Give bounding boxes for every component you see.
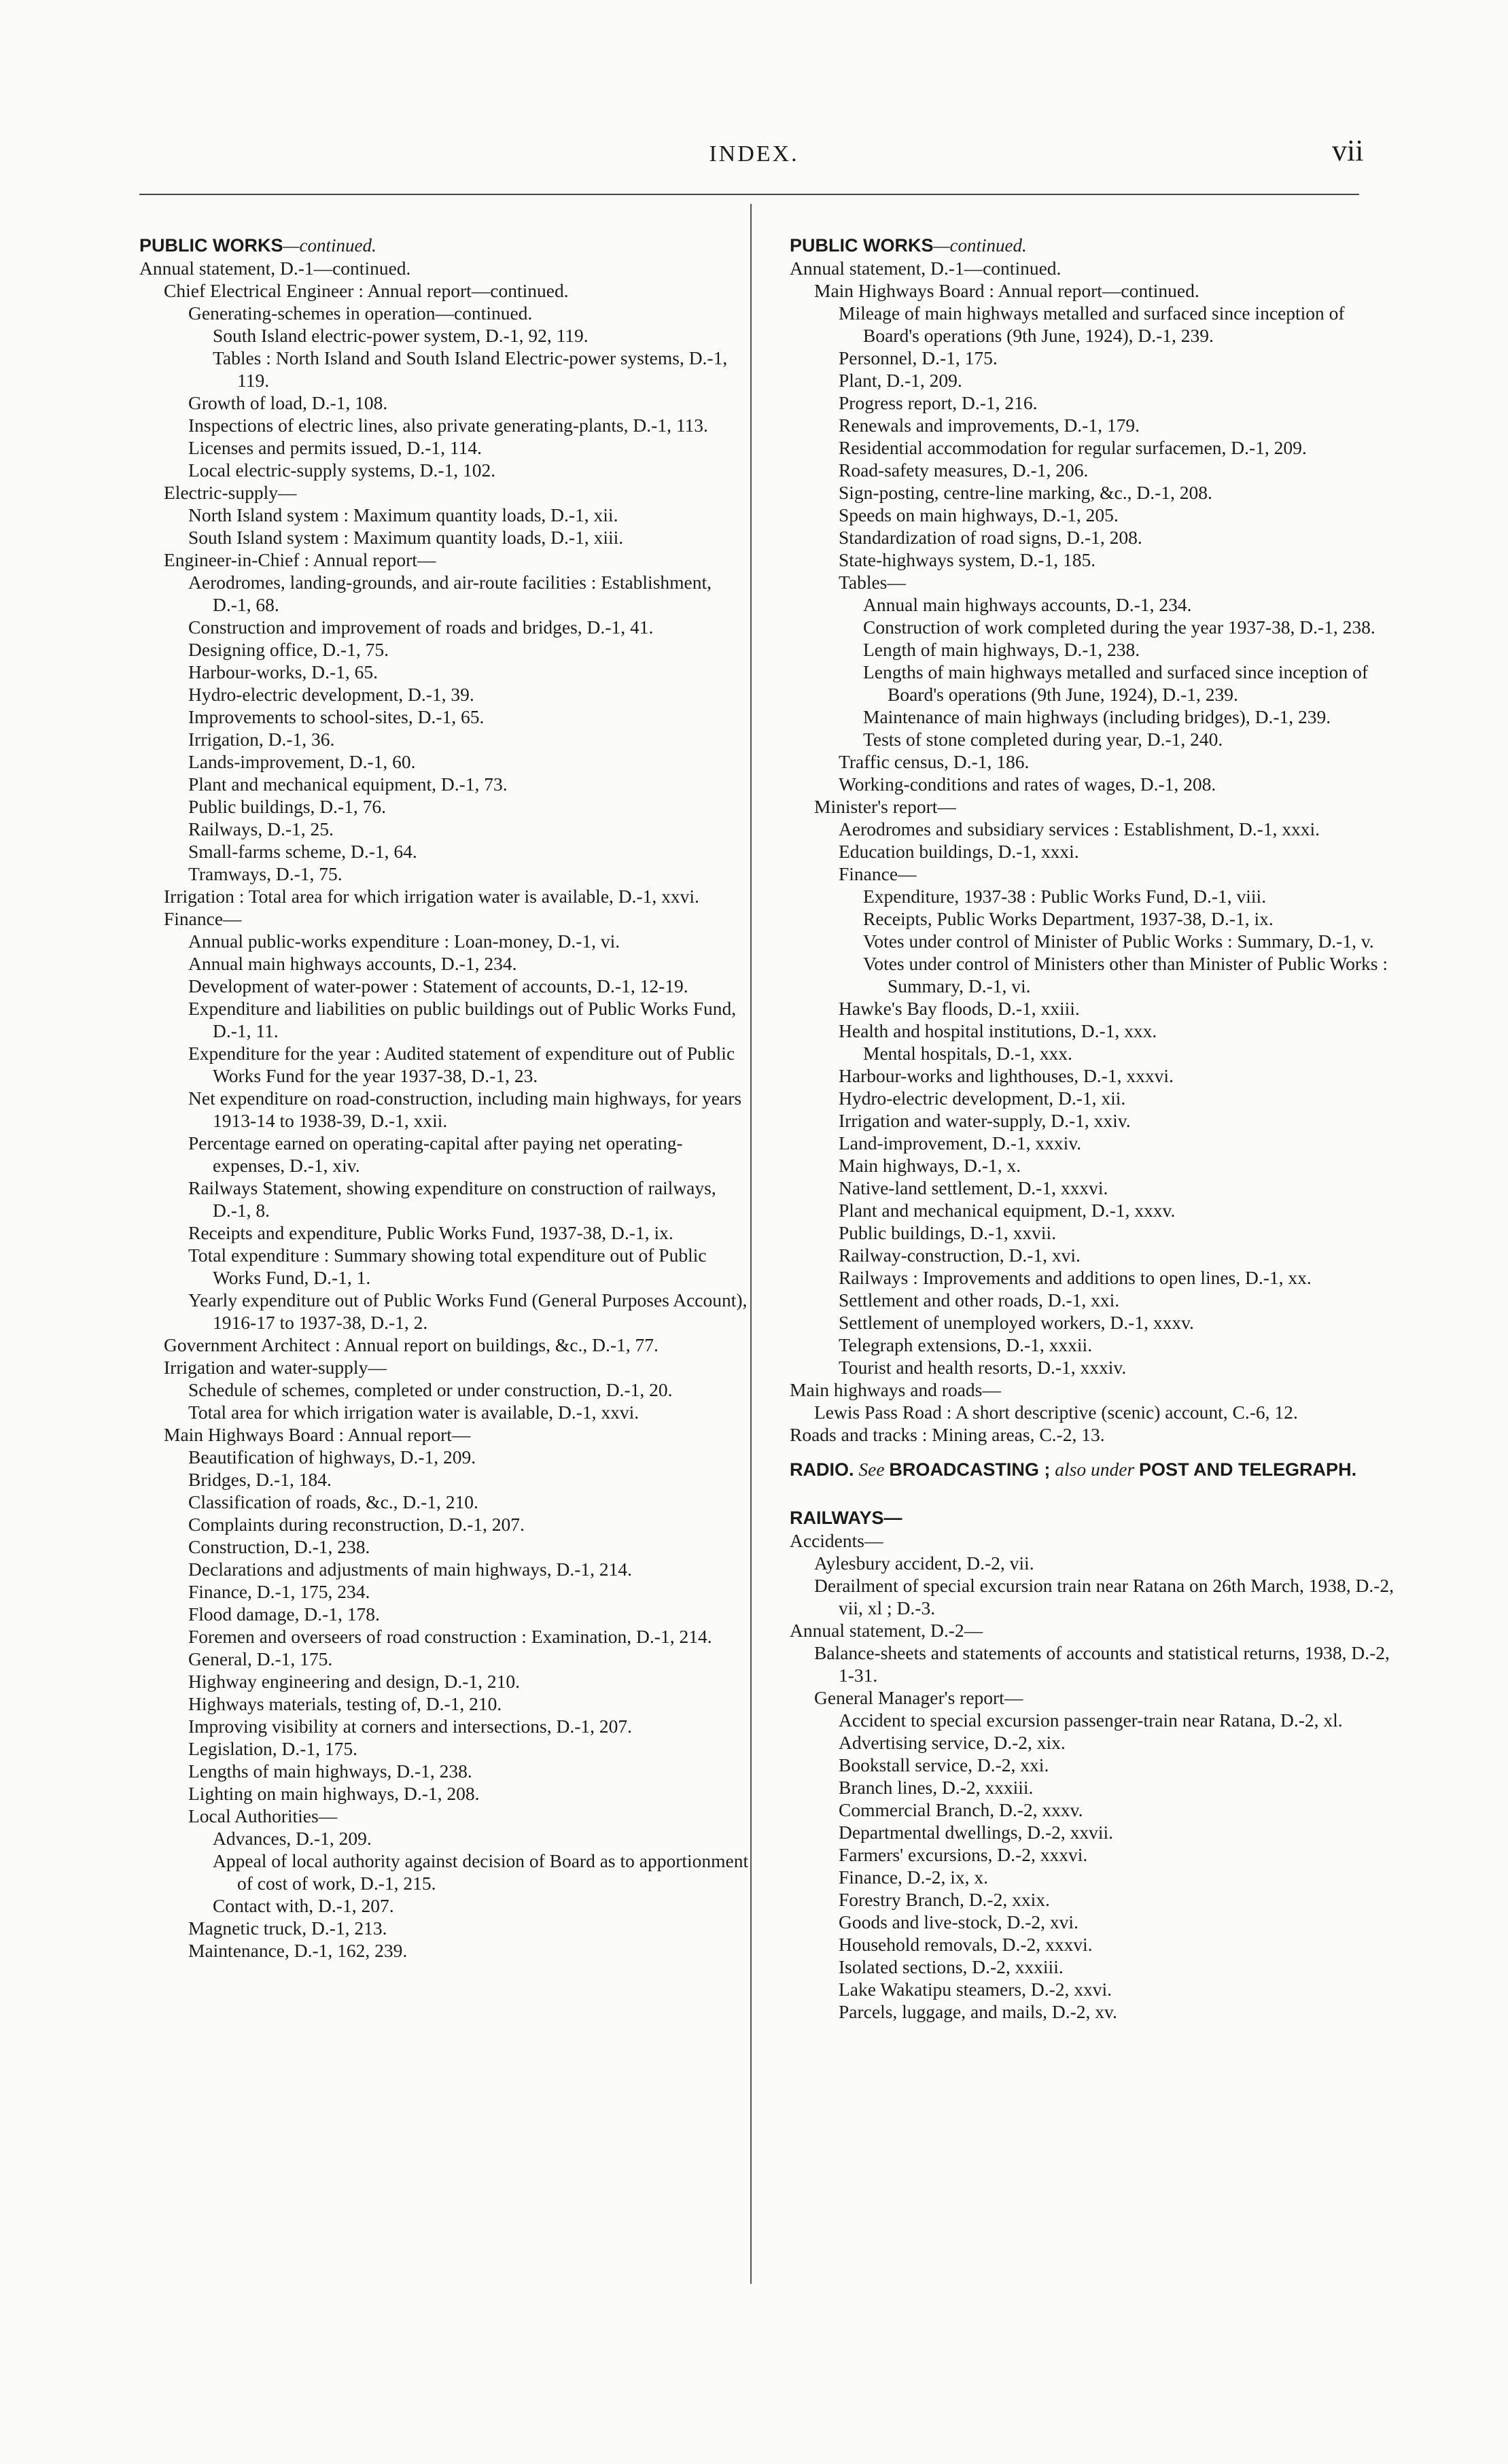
right-entry-list-public-works [790,257,1401,1446]
index-entry: Local electric-supply systems, D.-1, 102. [188,459,496,481]
index-entry: Renewals and improvements, D.-1, 179. [839,415,1140,436]
index-entry: Standardization of road signs, D.-1, 208. [839,527,1142,548]
index-entry: Railways, D.-1, 25. [188,818,334,839]
index-entry: Total expenditure : Summary showing total expenditure out of Public Works Fund, D.-1, 1. [188,1245,707,1288]
index-entry: Construction and improvement of roads and bridges, D.-1, 41. [188,617,654,638]
index-entry: Mileage of main highways metalled and surfaced since inception of Board's operations (9th June, 1924), D.-1, 239. [839,302,1345,346]
index-entry: Main highways, D.-1, x. [839,1155,1021,1176]
right-entry-list-railways [790,1529,1401,2023]
index-entry: Public buildings, D.-1, 76. [188,796,387,817]
index-entry: Lewis Pass Road : A short descriptive (scenic) account, C.-6, 12. [814,1402,1298,1423]
index-entry: Irrigation, D.-1, 36. [188,729,335,750]
index-entry: Derailment of special excursion train near Ratana on 26th March, 1938, D.-2, vii, xl ; D.-3. [814,1575,1394,1618]
index-entry: Railways Statement, showing expenditure on construction of railways, D.-1, 8. [188,1177,716,1221]
index-entry: Improving visibility at corners and intersections, D.-1, 207. [188,1716,633,1737]
index-entry: Branch lines, D.-2, xxxiii. [839,1777,1034,1798]
index-entry: Legislation, D.-1, 175. [188,1738,357,1759]
page-header-title: INDEX. [709,141,799,167]
index-entry: Appeal of local authority against decision of Board as to apportionment of cost of work, D.-1, 215. [213,1850,749,1894]
index-entry: Highways materials, testing of, D.-1, 210. [188,1693,502,1714]
radio-entry [790,1458,1401,1481]
index-entry: Beautification of highways, D.-1, 209. [188,1446,476,1468]
index-entry: Contact with, D.-1, 207. [213,1895,394,1916]
index-entry: Receipts, Public Works Department, 1937-38, D.-1, ix. [863,908,1274,929]
header-rule [139,194,1359,195]
index-entry: Lake Wakatipu steamers, D.-2, xxvi. [839,1979,1112,2000]
index-entry: Lengths of main highways, D.-1, 238. [188,1760,472,1782]
index-entry: Yearly expenditure out of Public Works Fund (General Purposes Account), 1916-17 to 1937-38, D.-1, 2. [188,1289,748,1333]
index-entry: Commercial Branch, D.-2, xxxv. [839,1799,1083,1820]
index-entry: Parcels, luggage, and mails, D.-2, xv. [839,2001,1117,2022]
heading-text: PUBLIC WORKS [139,235,283,256]
right-column [790,235,1401,2023]
index-entry: Telegraph extensions, D.-1, xxxii. [839,1334,1093,1355]
index-entry: Speeds on main highways, D.-1, 205. [839,504,1119,525]
index-entry: Classification of roads, &c., D.-1, 210. [188,1491,478,1512]
index-entry: Aerodromes, landing-grounds, and air-route facilities : Establishment, D.-1, 68. [188,572,712,615]
index-entry: Maintenance of main highways (including bridges), D.-1, 239. [863,706,1331,727]
index-entry: Aerodromes and subsidiary services : Establishment, D.-1, xxxi. [839,818,1320,839]
index-entry: Flood damage, D.-1, 178. [188,1603,380,1625]
index-entry: Finance, D.-2, ix, x. [839,1867,988,1888]
index-entry: Receipts and expenditure, Public Works Fund, 1937-38, D.-1, ix. [188,1222,673,1243]
index-entry: Railways : Improvements and additions to open lines, D.-1, xx. [839,1267,1312,1288]
index-entry: Personnel, D.-1, 175. [839,347,998,368]
section-heading-public-works [139,235,751,257]
index-entry: Generating-schemes in operation—continued. [188,302,533,324]
heading-suffix: —continued. [283,235,376,256]
index-entry: Residential accommodation for regular surfacemen, D.-1, 209. [839,437,1307,458]
index-entry: Government Architect : Annual report on buildings, &c., D.-1, 77. [164,1334,659,1355]
index-entry: Plant and mechanical equipment, D.-1, xxxv. [839,1200,1176,1221]
index-entry: Length of main highways, D.-1, 238. [863,639,1140,660]
index-entry: Votes under control of Minister of Public Works : Summary, D.-1, v. [863,931,1374,952]
index-entry: Settlement and other roads, D.-1, xxi. [839,1289,1120,1311]
index-entry: Road-safety measures, D.-1, 206. [839,459,1089,481]
index-entry: Public buildings, D.-1, xxvii. [839,1222,1057,1243]
index-entry: Accident to special excursion passenger-train near Ratana, D.-2, xl. [839,1710,1343,1731]
index-entry: Plant, D.-1, 209. [839,370,962,391]
index-entry: North Island system : Maximum quantity loads, D.-1, xii. [188,504,618,525]
index-entry: General, D.-1, 175. [188,1648,333,1669]
index-entry: Aylesbury accident, D.-2, vii. [814,1552,1034,1574]
index-entry: Hawke's Bay floods, D.-1, xxiii. [839,998,1080,1019]
index-entry: Total area for which irrigation water is available, D.-1, xxvi. [188,1402,639,1423]
index-entry: Development of water-power : Statement of accounts, D.-1, 12-19. [188,975,688,996]
index-entry: Traffic census, D.-1, 186. [839,751,1030,772]
index-entry: Bridges, D.-1, 184. [188,1469,332,1490]
index-entry: Settlement of unemployed workers, D.-1, xxxv. [839,1312,1194,1333]
index-entry: Main highways and roads— [790,1379,1001,1400]
index-entry: Designing office, D.-1, 75. [188,639,389,660]
index-entry: Lands-improvement, D.-1, 60. [188,751,416,772]
index-entry: Irrigation : Total area for which irrigation water is available, D.-1, xxvi. [164,886,699,907]
index-entry: Irrigation and water-supply— [164,1357,387,1378]
section-heading-railways: RAILWAYS— [790,1508,902,1528]
index-entry: Votes under control of Ministers other than Minister of Public Works : Summary, D.-1, vi. [863,953,1388,996]
radio-cross-reference[interactable]: BROADCASTING ; [889,1459,1051,1480]
index-entry: Annual statement, D.-1—continued. [139,258,411,279]
index-entry: Bookstall service, D.-2, xxi. [839,1754,1049,1775]
index-entry: Native-land settlement, D.-1, xxxvi. [839,1177,1108,1198]
index-entry: Finance, D.-1, 175, 234. [188,1581,370,1602]
index-entry: Highway engineering and design, D.-1, 210. [188,1671,521,1692]
index-entry: Main Highways Board : Annual report—continued. [814,280,1199,301]
index-entry: South Island electric-power system, D.-1, 92, 119. [213,325,589,346]
index-entry: Main Highways Board : Annual report— [164,1424,471,1445]
index-entry: Forestry Branch, D.-2, xxix. [839,1889,1050,1910]
index-entry: Declarations and adjustments of main highways, D.-1, 214. [188,1559,632,1580]
index-entry: Tourist and health resorts, D.-1, xxxiv. [839,1357,1127,1378]
index-entry: Lighting on main highways, D.-1, 208. [188,1783,480,1804]
index-entry: Schedule of schemes, completed or under construction, D.-1, 20. [188,1379,673,1400]
index-entry: Railway-construction, D.-1, xvi. [839,1245,1081,1266]
index-entry: Harbour-works, D.-1, 65. [188,661,378,682]
index-entry: Growth of load, D.-1, 108. [188,392,388,413]
index-entry: Tables : North Island and South Island Electric-power systems, D.-1, 119. [213,347,728,391]
index-entry: Advances, D.-1, 209. [213,1828,372,1849]
index-entry: General Manager's report— [814,1687,1023,1708]
index-entry: Annual statement, D.-1—continued. [790,258,1062,279]
index-entry: Farmers' excursions, D.-2, xxxvi. [839,1844,1088,1865]
index-entry: Licenses and permits issued, D.-1, 114. [188,437,483,458]
index-entry: Maintenance, D.-1, 162, 239. [188,1940,408,1961]
index-entry: Annual main highways accounts, D.-1, 234. [188,953,517,974]
page-number: vii [1332,134,1364,167]
index-entry: Mental hospitals, D.-1, xxx. [863,1043,1072,1064]
index-entry: Departmental dwellings, D.-2, xxvii. [839,1822,1114,1843]
index-entry: Inspections of electric lines, also private generating-plants, D.-1, 113. [188,415,708,436]
index-entry: Hydro-electric development, D.-1, 39. [188,684,474,705]
left-entry-list [139,257,751,1962]
index-entry: Balance-sheets and statements of accounts and statistical returns, 1938, D.-2, 1-31. [814,1642,1390,1686]
index-entry: Working-conditions and rates of wages, D.-1, 208. [839,774,1216,795]
index-entry: Net expenditure on road-construction, including main highways, for years 1913-14 to 1938-39, D.-1, xxii. [188,1088,742,1131]
left-column [139,235,751,1962]
index-entry: Health and hospital institutions, D.-1, xxx. [839,1020,1157,1041]
index-entry: Annual main highways accounts, D.-1, 234. [863,594,1192,615]
radio-also-text: also under [1055,1459,1135,1480]
radio-cross-reference-2[interactable]: POST AND TELEGRAPH. [1139,1459,1357,1480]
index-entry: Magnetic truck, D.-1, 213. [188,1918,387,1939]
index-entry: Isolated sections, D.-2, xxxiii. [839,1956,1064,1977]
section-heading-public-works-continued [790,235,1401,257]
index-entry: Construction, D.-1, 238. [188,1536,370,1557]
index-entry: Tests of stone completed during year, D.-1, 240. [863,729,1223,750]
index-entry: Hydro-electric development, D.-1, xii. [839,1088,1126,1109]
index-entry: Harbour-works and lighthouses, D.-1, xxxvi. [839,1065,1174,1086]
index-entry: Expenditure, 1937-38 : Public Works Fund, D.-1, viii. [863,886,1267,907]
radio-heading: RADIO. [790,1459,854,1480]
index-entry: Annual statement, D.-2— [790,1620,983,1641]
index-entry: Advertising service, D.-2, xix. [839,1732,1066,1753]
heading-suffix: —continued. [933,235,1027,256]
heading-text: PUBLIC WORKS [790,235,934,256]
index-entry: Progress report, D.-1, 216. [839,392,1038,413]
index-entry: Complaints during reconstruction, D.-1, 207. [188,1514,525,1535]
index-entry: Minister's report— [814,796,956,817]
index-entry: Improvements to school-sites, D.-1, 65. [188,706,485,727]
index-entry: State-highways system, D.-1, 185. [839,549,1096,570]
index-entry: Expenditure and liabilities on public buildings out of Public Works Fund, D.-1, 11. [188,998,737,1041]
index-entry: Foremen and overseers of road construction : Examination, D.-1, 214. [188,1626,712,1647]
index-entry: Construction of work completed during the year 1937-38, D.-1, 238. [863,617,1375,638]
index-entry: Roads and tracks : Mining areas, C.-2, 13. [790,1424,1105,1445]
index-entry: Plant and mechanical equipment, D.-1, 73. [188,774,508,795]
index-entry: Land-improvement, D.-1, xxxiv. [839,1132,1082,1153]
index-entry: Engineer-in-Chief : Annual report— [164,549,436,570]
index-entry: Irrigation and water-supply, D.-1, xxiv. [839,1110,1131,1131]
radio-see-text: See [858,1459,885,1480]
index-entry: Accidents— [790,1530,883,1551]
index-entry: Electric-supply— [164,482,297,503]
index-entry: South Island system : Maximum quantity loads, D.-1, xiii. [188,527,624,548]
index-entry: Finance— [164,908,242,929]
index-entry: Education buildings, D.-1, xxxi. [839,841,1079,862]
index-entry: Goods and live-stock, D.-2, xvi. [839,1911,1079,1932]
index-entry: Tables— [839,572,906,593]
index-entry: Lengths of main highways metalled and surfaced since inception of Board's operations (9th June, 1924), D.-1, 239. [863,661,1369,705]
index-entry: Expenditure for the year : Audited statement of expenditure out of Public Works Fund for the year 1937-38, D.-1, 23. [188,1043,735,1086]
index-entry: Tramways, D.-1, 75. [188,863,343,884]
index-entry: Sign-posting, centre-line marking, &c., D.-1, 208. [839,482,1212,503]
index-entry: Percentage earned on operating-capital after paying net operating-expenses, D.-1, xiv. [188,1132,683,1176]
index-entry: Local Authorities— [188,1805,338,1826]
index-entry: Household removals, D.-2, xxxvi. [839,1934,1093,1955]
index-entry: Finance— [839,863,917,884]
index-entry: Chief Electrical Engineer : Annual report—continued. [164,280,569,301]
index-entry: Small-farms scheme, D.-1, 64. [188,841,417,862]
index-entry: Annual public-works expenditure : Loan-money, D.-1, vi. [188,931,620,952]
